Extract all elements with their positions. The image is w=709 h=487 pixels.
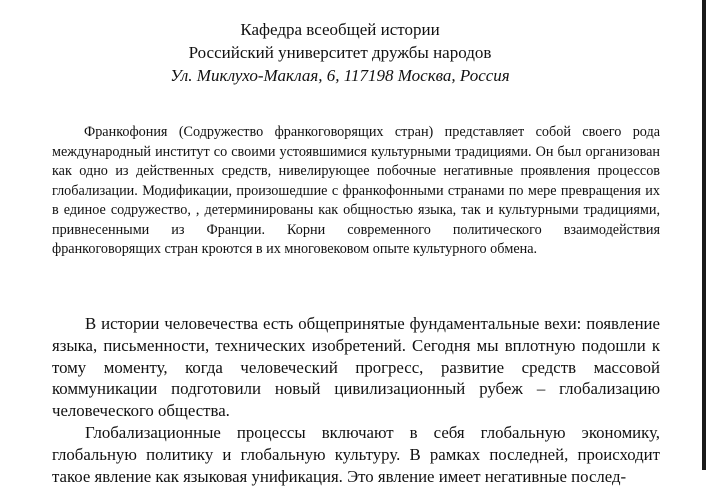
abstract: [52, 123, 660, 260]
body-paragraph-2: Глобализационные процессы включают в себя глобальную экономику, глобальную политику и глобальную культуру. В рамках последней, происходит такое явление как языковая унификация. Это явление имеет негативные послед-: [52, 422, 660, 486]
university-name: Российский университет дружбы народов: [188, 43, 492, 62]
body-paragraph-1: В истории человечества есть общепринятые фундаментальные вехи: появление языка, письменности, технических изобретений. Сегодня мы вплотную подошли к тому моменту, когда человеческий прогресс, развитие средств массовой коммуникации подготовили новый цивилизационный рубеж – глобализацию человеческого общества.: [52, 314, 660, 421]
abstract-text: Франкофония (Содружество франкоговорящих стран) представляет собой своего рода международный институт со своими устоявшимися культурными традициями. Он был организован как одно из действенных средств, нивелирующее побочные негативные проявления процессов глобализации. Модификации, произошедшие с франкофонными странами по мере превращения их в единое содружество, , детерминированы как общностью языка, так и культурными традициями, привнесенными из Франции. Корни современного политического взаимодействия франкоговорящих стран кроются в их многовековом опыте культурного обмена.: [52, 124, 660, 257]
affiliation-header: [0, 18, 680, 87]
department-name: Кафедра всеобщей истории: [240, 20, 440, 39]
page-edge-rule: [702, 0, 706, 470]
postal-address: Ул. Миклухо-Маклая, 6, 117198 Москва, Россия: [170, 66, 510, 85]
article-body: [52, 313, 660, 487]
